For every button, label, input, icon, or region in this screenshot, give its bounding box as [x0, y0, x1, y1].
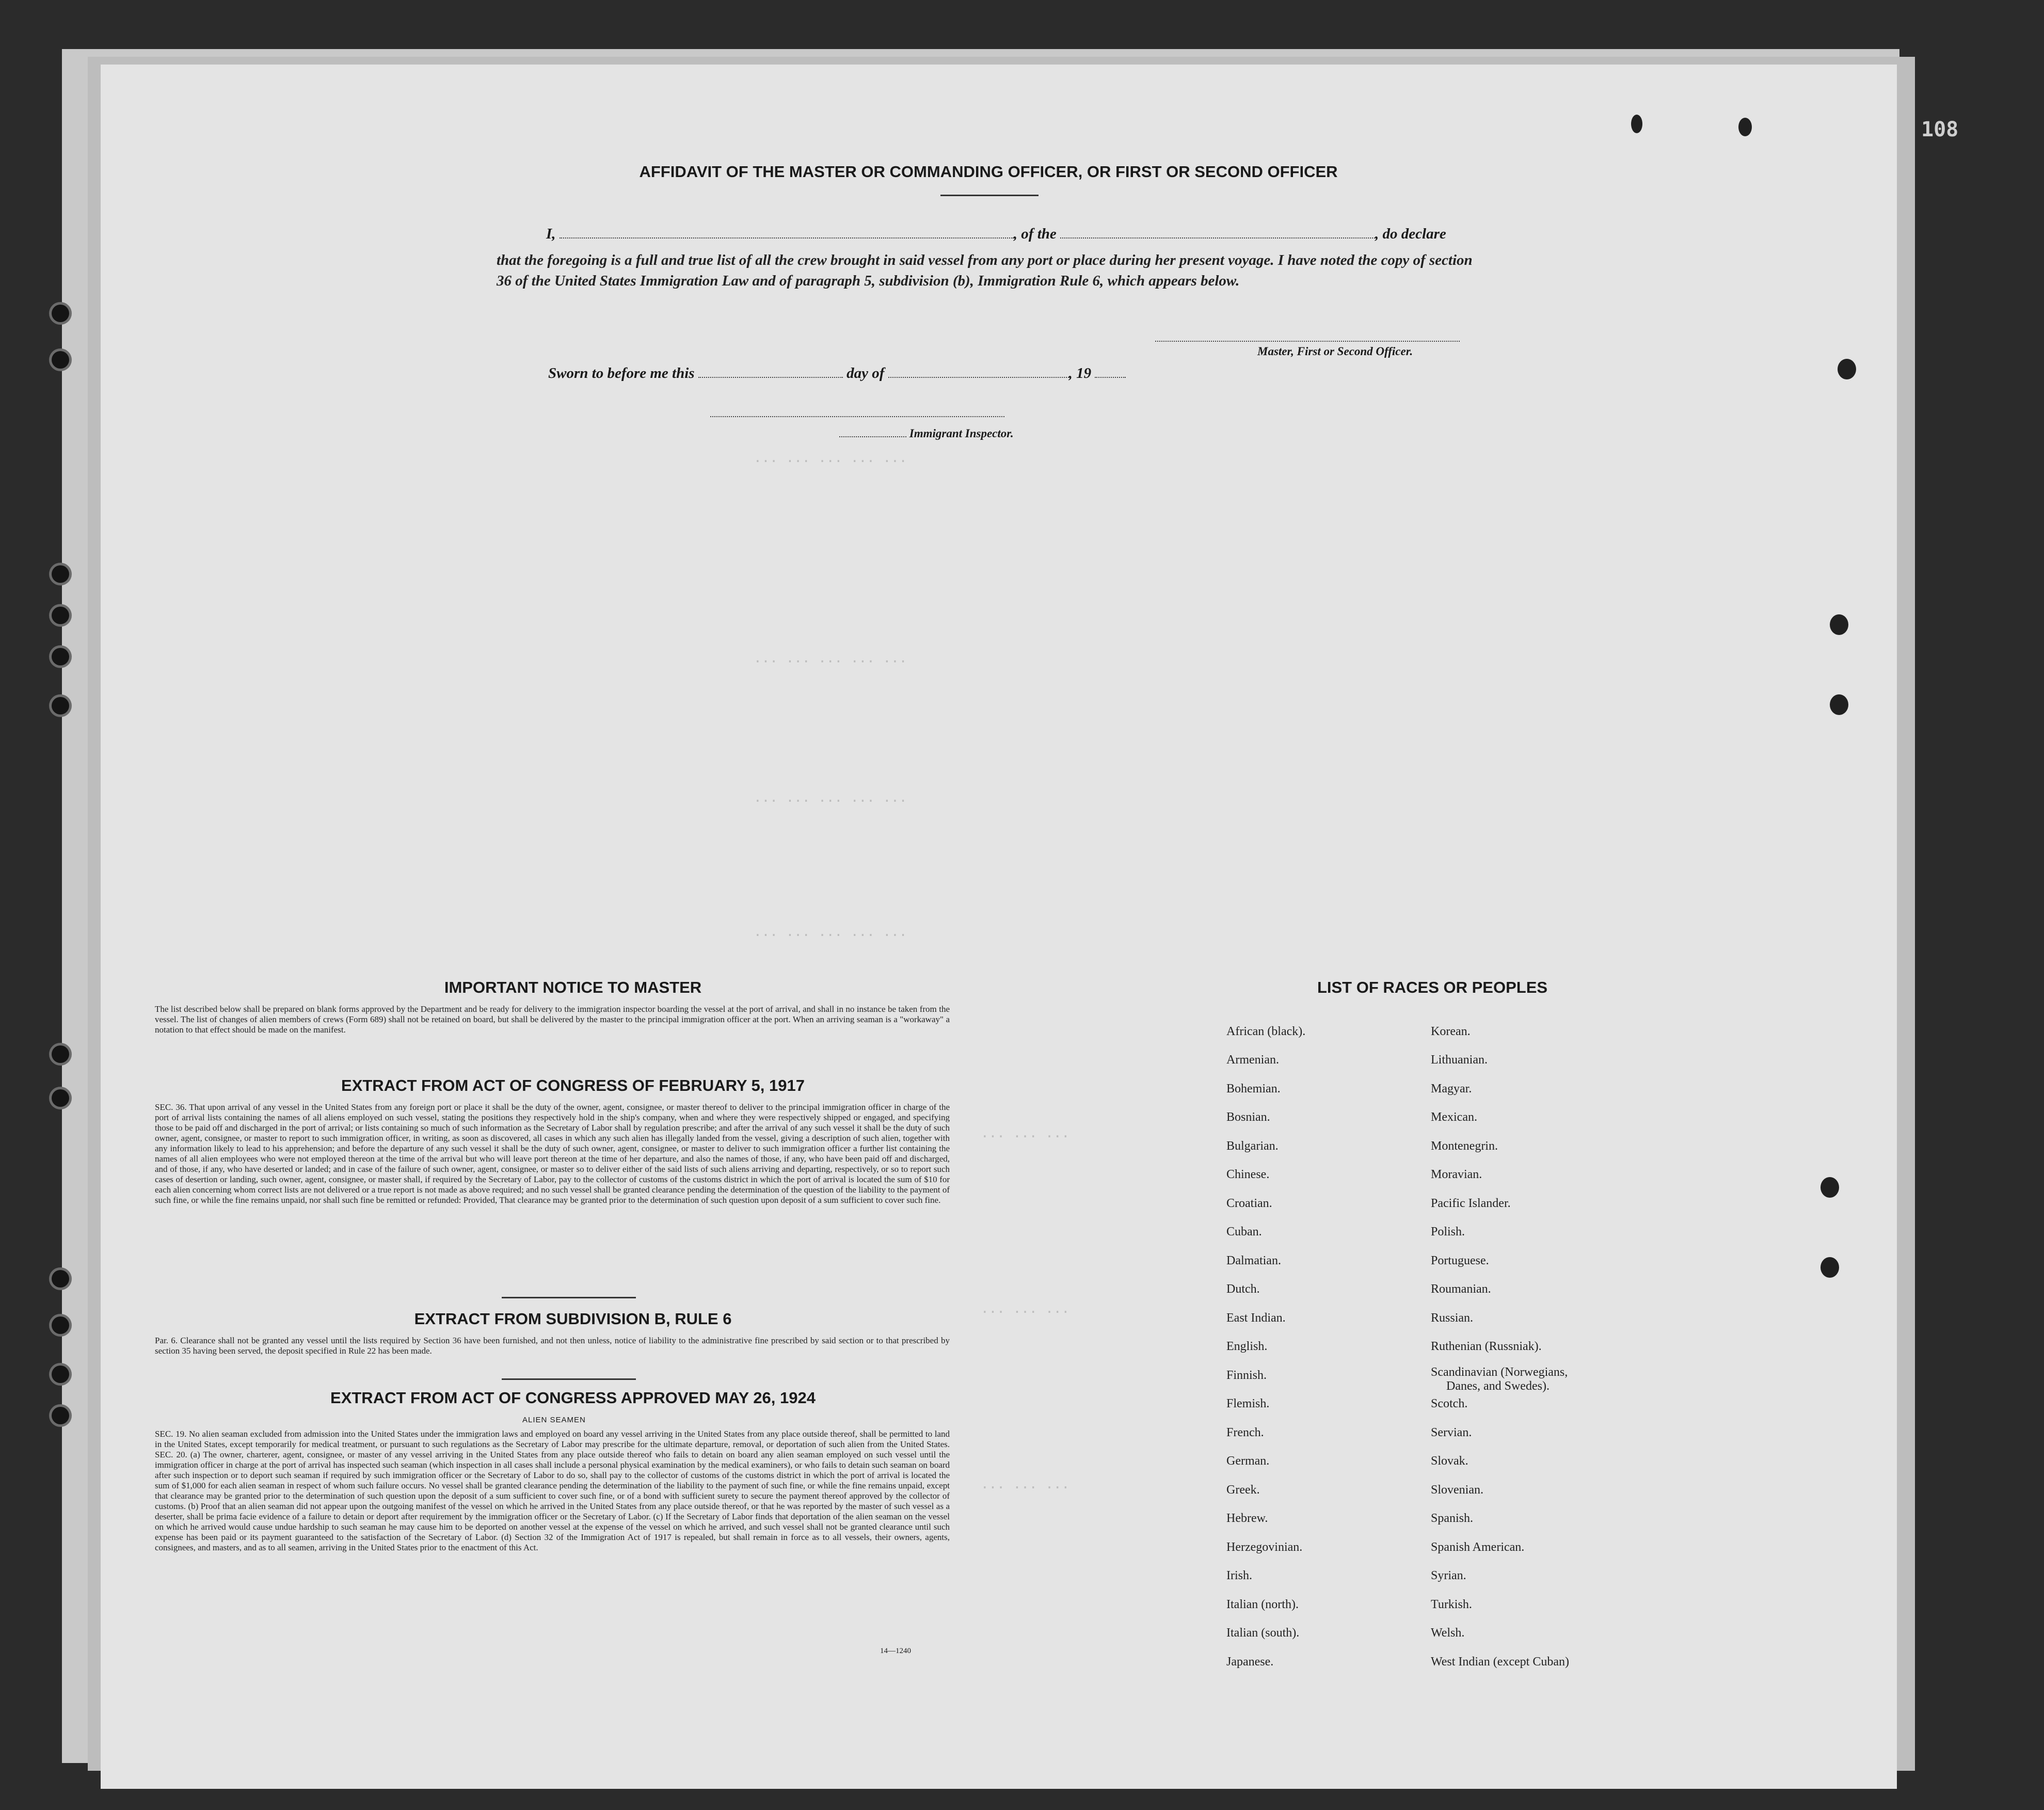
race-left: Hebrew. — [1226, 1512, 1268, 1525]
inspector-label: Immigrant Inspector. — [909, 427, 1014, 440]
bleed-through-row: ... ... ... ... ... — [754, 924, 907, 940]
affidavit-do-declare: , do declare — [1375, 226, 1446, 242]
binder-hole — [1821, 1257, 1839, 1278]
race-left: East Indian. — [1226, 1311, 1286, 1325]
race-left: Italian (south). — [1226, 1626, 1300, 1640]
sworn-year-blank[interactable] — [1095, 377, 1126, 378]
binder-hole — [1830, 694, 1848, 715]
affidavit-heading: AFFIDAVIT OF THE MASTER OR COMMANDING OFFICER, OR FIRST OR SECOND OFFICER — [639, 163, 1338, 181]
extract-rule6-body: Par. 6. Clearance shall not be granted any vessel until the lists required by Section 36 have been furnished, and not then unless, notice of liability to the administrative fine prescribed by said section or to that prescribed by section 35 having been served, the deposit specified in Rule 22 has been made. — [155, 1336, 950, 1356]
section-rule — [502, 1297, 636, 1298]
race-left: Croatian. — [1226, 1197, 1272, 1210]
race-right: Mexican. — [1431, 1110, 1477, 1124]
race-left: Herzegovinian. — [1226, 1541, 1303, 1554]
bleed-through-row: ... ... ... — [981, 1301, 1070, 1316]
binder-hole — [1821, 1177, 1839, 1198]
binder-hole — [52, 1366, 69, 1383]
race-right: Portuguese. — [1431, 1254, 1489, 1267]
race-right: Welsh. — [1431, 1626, 1465, 1640]
bleed-through-row: ... ... ... — [981, 1125, 1070, 1141]
inspector-line — [839, 427, 1014, 440]
race-left: French. — [1226, 1426, 1264, 1439]
extract-1917-heading: EXTRACT FROM ACT OF CONGRESS OF FEBRUARY 5, 1917 — [341, 1076, 805, 1094]
race-left: Japanese. — [1226, 1655, 1274, 1669]
race-right: Turkish. — [1431, 1598, 1472, 1611]
inspector-blank[interactable] — [839, 436, 906, 437]
race-right: Syrian. — [1431, 1569, 1466, 1582]
affidavit-line-1 — [546, 226, 1446, 243]
race-right: Polish. — [1431, 1225, 1465, 1239]
race-left: Bohemian. — [1226, 1082, 1281, 1095]
binder-hole — [52, 1089, 69, 1107]
extract-1917-body: SEC. 36. That upon arrival of any vessel in the United States from any foreign port or place it shall be the duty of the owner, agent, consignee, or master thereof to deliver to the principal immigration officer in charge of the port of arrival lists containing the names of all aliens employed on such vessel, stating the positions they respectively hold in the ship's company, when and where they were respectively shipped or engaged, and specifying those to be paid off and discharged in the port of arrival; or lists containing so much of such information as the Secretary of Labor shall by regulation prescribe; and after the arrival of any such vessel it shall be the duty of such owner, agent, consignee, or master to report to such immigration officer, in writing, as soon as discovered, all cases in which any such alien has illegally landed from the vessel, giving a description of such alien, together with any information likely to lead to his apprehension; and before the departure of any such vessel it shall be the duty of such owner, agent, consignee, or master to deliver to such immigration officer a further list containing the names of all alien employees who were not employed thereon at the time of the arrival but who will leave port thereon at the time of her departure, and also the names of those, if any, who have been paid off and discharged, and of those, if any, who have deserted or landed; and in case of the failure of such owner, agent, consignee, or master so to deliver either of the said lists of such aliens arriving and departing, respectively, or so to report such cases of desertion or landing, such owner, agent, consignee, or master shall, if required by the Secretary of Labor, pay to the collector of customs of the customs district in which the port of arrival is located the sum of $10 for each alien concerning whom correct lists are not delivered or a true report is not made as above required; and no such vessel shall be granted clearance pending the determination of the question of the liability to the payment of such fine, or while the fine remains unpaid, nor shall such fine be remitted or refunded: Provided, That clearance may be granted prior to the determination of such question upon deposit of a sum sufficient to cover such fine. — [155, 1102, 950, 1205]
sworn-month-blank[interactable] — [888, 377, 1069, 378]
sworn-day-of: day of — [847, 365, 885, 382]
race-left: Italian (north). — [1226, 1598, 1299, 1611]
extract-1924-body: SEC. 19. No alien seaman excluded from admission into the United States under the immigration laws and employed on board any vessel arriving in the United States from any place outside thereof, shall be permitted to land in the United States, except temporarily for medical treatment, or pursuant to such regulations as the Secretary of Labor may prescribe for the ultimate departure, removal, or deportation of such alien from the United States. SEC. 20. (a) The owner, charterer, agent, consignee, or master of any vessel arriving in the United States from any place outside thereof who fails to detain on board any alien seaman employed on such vessel until the immigration officer in charge at the port of arrival has inspected such seaman (which inspection in all cases shall include a personal physical examination by the medical examiners), or who fails to detain such seaman on board after such inspection or to deport such seaman if required by such immigration officer or the Secretary of Labor to do so, shall pay to the collector of customs of the customs district in which the port of arrival is located the sum of $1,000 for each alien seaman in respect of whom such failure occurs. No vessel shall be granted clearance pending the determination of the liability to the payment of such fine, or while the fine remains unpaid, except that clearance may be granted prior to the determination of such question upon the deposit of a sum sufficient to cover such fine, or of a bond with sufficient surety to secure the payment thereof approved by the collector of customs. (b) Proof that an alien seaman did not appear upon the outgoing manifest of the vessel on which he arrived in the United States from any place outside thereof, or that he was reported by the master of such vessel as a deserter, shall be prima facie evidence of a failure to detain or deport after requirement by the immigration officer or the Secretary of Labor. (c) If the Secretary of Labor finds that deportation of the alien seaman on the vessel on which he arrived would cause undue hardship to such seaman he may cause him to be deported on another vessel at the expense of the vessel on which he arrived, and such vessel shall not be granted clearance until such expense has been paid or its payment guaranteed to the satisfaction of the Secretary of Labor. (d) Section 32 of the Immigration Act of 1917 is repealed, but shall remain in force as to all vessels, their owners, agents, consignees, and masters, and as to all seamen, arriving in the United States prior to the enactment of this Act. — [155, 1429, 950, 1552]
binder-hole — [1830, 614, 1848, 635]
binder-hole — [52, 1316, 69, 1334]
race-right: Russian. — [1431, 1311, 1474, 1325]
race-left: German. — [1226, 1454, 1270, 1468]
binder-hole — [1838, 359, 1856, 379]
sworn-year: , 19 — [1068, 365, 1092, 382]
races-heading: LIST OF RACES OR PEOPLES — [1317, 978, 1548, 996]
extract-rule6-heading: EXTRACT FROM SUBDIVISION B, RULE 6 — [414, 1310, 732, 1328]
extract-1924-heading: EXTRACT FROM ACT OF CONGRESS APPROVED MAY 26, 1924 — [330, 1389, 816, 1407]
alien-seamen-subheading: ALIEN SEAMEN — [522, 1416, 586, 1424]
race-right: Magyar. — [1431, 1082, 1472, 1095]
race-left: Dalmatian. — [1226, 1254, 1281, 1267]
notice-heading: IMPORTANT NOTICE TO MASTER — [444, 978, 702, 996]
race-right: Lithuanian. — [1431, 1053, 1488, 1067]
race-right: Pacific Islander. — [1431, 1197, 1511, 1210]
signature-label: Master, First or Second Officer. — [1257, 345, 1413, 358]
race-left: African (black). — [1226, 1025, 1306, 1038]
sworn-date-blank[interactable] — [698, 377, 843, 378]
race-right: Moravian. — [1431, 1168, 1482, 1181]
heading-rule — [940, 195, 1039, 196]
race-left: Bulgarian. — [1226, 1139, 1279, 1153]
binder-hole — [52, 305, 69, 322]
race-right: Scotch. — [1431, 1397, 1468, 1410]
binder-hole — [52, 1045, 69, 1063]
binder-hole — [1631, 115, 1642, 133]
race-left: Greek. — [1226, 1483, 1260, 1497]
binder-hole — [1738, 118, 1752, 136]
race-left: Armenian. — [1226, 1053, 1279, 1067]
race-left: Dutch. — [1226, 1282, 1260, 1296]
signature-blank[interactable] — [1155, 341, 1460, 342]
binder-hole — [52, 1407, 69, 1424]
race-right: Roumanian. — [1431, 1282, 1491, 1296]
race-left: Flemish. — [1226, 1397, 1270, 1410]
race-right: Spanish American. — [1431, 1541, 1525, 1554]
race-right: Ruthenian (Russniak). — [1431, 1340, 1542, 1353]
form-number: 14—1240 — [880, 1647, 911, 1655]
binder-hole — [52, 697, 69, 715]
race-right: Servian. — [1431, 1426, 1472, 1439]
notice-body: The list described below shall be prepared on blank forms approved by the Department and be ready for delivery to the immigration inspector boarding the vessel at the port of arrival, and shall in no instance be taken from the vessel. The list of changes of alien members of crews (Form 689) shall not be retained on board, but shall be delivered by the master to the principal immigration officer at the port. When an arriving seaman is a "workaway" a notation to that effect should be made on the manifest. — [155, 1004, 950, 1035]
binder-hole — [52, 565, 69, 583]
affidavit-paragraph: that the foregoing is a full and true list of all the crew brought in said vessel from any port or place during her present voyage. I have noted the copy of section 36 of the United States Immigration Law and of paragraph 5, subdivision (b), Immigration Rule 6, which appears below. — [497, 252, 1473, 289]
inspector-signature-blank[interactable] — [710, 416, 1004, 417]
binder-hole — [52, 607, 69, 624]
race-right: Korean. — [1431, 1025, 1471, 1038]
affidavit-of-the: , of the — [1013, 226, 1057, 242]
binder-hole — [52, 648, 69, 665]
name-blank[interactable] — [560, 237, 1014, 239]
race-right: Montenegrin. — [1431, 1139, 1498, 1153]
page-number: 108 — [1921, 118, 1959, 141]
race-left: Chinese. — [1226, 1168, 1270, 1181]
binder-hole — [52, 1270, 69, 1288]
race-right: Spanish. — [1431, 1512, 1474, 1525]
bleed-through-row: ... ... ... ... ... — [754, 450, 907, 466]
race-left: Finnish. — [1226, 1369, 1267, 1382]
binder-hole — [52, 351, 69, 369]
race-left: Bosnian. — [1226, 1110, 1270, 1124]
sworn-line — [548, 365, 1126, 382]
race-left: Cuban. — [1226, 1225, 1262, 1239]
race-right: Slovenian. — [1431, 1483, 1483, 1497]
race-left: Irish. — [1226, 1569, 1252, 1582]
bleed-through-row: ... ... ... ... ... — [754, 790, 907, 805]
bleed-through-row: ... ... ... — [981, 1476, 1070, 1492]
race-right: West Indian (except Cuban) — [1431, 1655, 1569, 1669]
race-right: Slovak. — [1431, 1454, 1468, 1468]
section-rule — [502, 1378, 636, 1380]
race-right-cont: Danes, and Swedes). — [1446, 1379, 1550, 1393]
affidavit-i: I, — [546, 226, 556, 242]
vessel-blank[interactable] — [1060, 237, 1375, 239]
race-right: Scandinavian (Norwegians, — [1431, 1366, 1568, 1379]
race-left: English. — [1226, 1340, 1268, 1353]
bleed-through-row: ... ... ... ... ... — [754, 650, 907, 666]
sworn-prefix: Sworn to before me this — [548, 365, 695, 382]
